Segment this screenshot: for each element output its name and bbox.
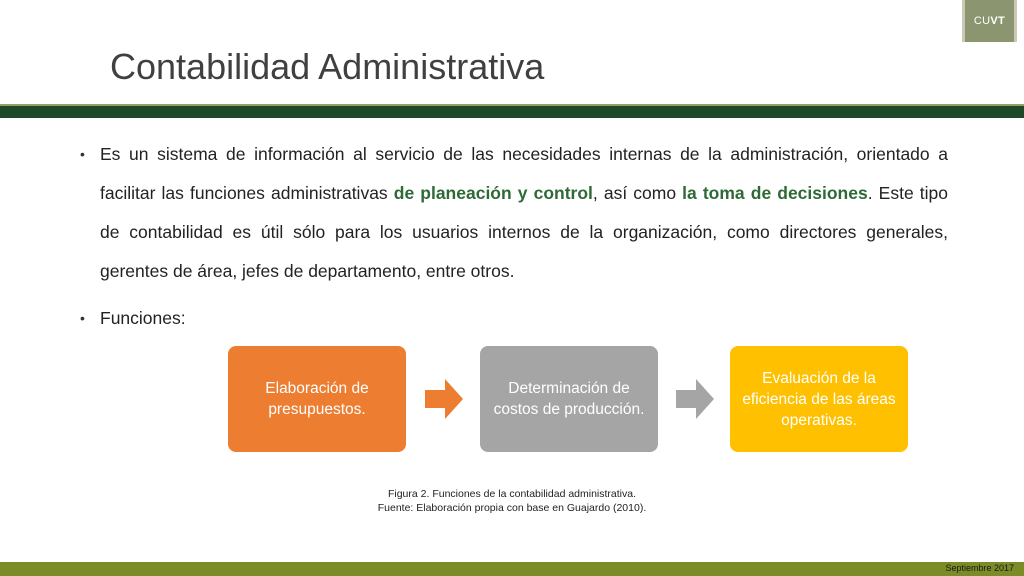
process-step-budgets: Elaboración de presupuestos. (228, 346, 406, 452)
text-segment: , así como (592, 183, 683, 203)
bullet-item-functions (80, 299, 948, 338)
footer-bar (0, 562, 1024, 576)
process-step-costs: Determinación de costos de producción. (480, 346, 658, 452)
bullet-dot-icon: • (80, 310, 85, 326)
figure-caption: Figura 2. Funciones de la contabilidad administrativa. (387, 488, 637, 500)
text-segment: Es un sistema de información al servicio de las necesidades internas de la administración, orientado a facilitar las funciones administrativas (100, 144, 948, 203)
bullet-text: Funciones: (100, 308, 186, 328)
bullet-dot-icon: • (80, 146, 85, 162)
process-step-evaluation: Evaluación de la eficiencia de las áreas operativas. (730, 346, 908, 452)
brand-logo-bold: VT (990, 15, 1006, 27)
highlight-planning-control: de planeación y control (393, 183, 593, 203)
title-rule (0, 106, 1024, 118)
arrow-right-icon (676, 379, 714, 419)
footer-date: Septiembre 2017 (945, 563, 1014, 573)
bullet-item-definition (80, 135, 948, 291)
highlight-decision-making: la toma de decisiones (682, 183, 868, 203)
bullet-text (100, 135, 948, 291)
text-segment: . Este tipo de contabilidad es útil sólo para los usuarios internos de la organización, como directores generales, gerentes de área, jefes de departamento, entre otros. (100, 183, 948, 281)
arrow-right-icon (425, 379, 463, 419)
figure-source: Fuente: Elaboración propia con base en Guajardo (2010). (377, 502, 647, 514)
brand-logo (962, 0, 1017, 42)
brand-logo-prefix: CU (973, 15, 991, 27)
page-title: Contabilidad Administrativa (110, 46, 545, 87)
